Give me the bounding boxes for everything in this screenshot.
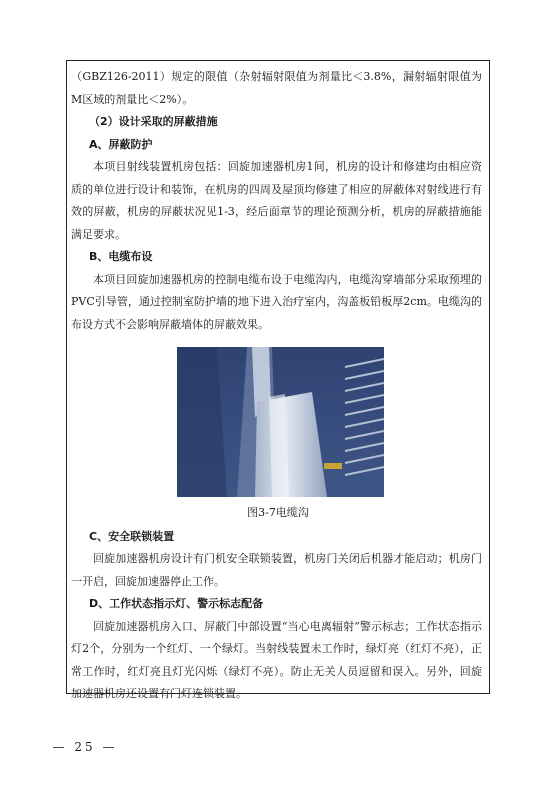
heading-indicator-lights: D、工作状态指示灯、警示标志配备 xyxy=(89,597,264,610)
figure xyxy=(67,347,489,497)
heading-shielding-measures: （2）设计采取的屏蔽措施 xyxy=(89,115,218,128)
paragraph-cable-layout: 本项目回旋加速器机房的控制电缆布设于电缆沟内，电缆沟穿墙部分采取预埋的PVC引导管，通过控制室防护墙的地下进入治疗室内，沟盖板铅板厚2cm。电缆沟的布设方式不会影响屏蔽墙体的屏蔽效果。 xyxy=(71,272,482,331)
text-body xyxy=(67,66,489,706)
page-number: — 25 — xyxy=(52,740,118,754)
content-frame xyxy=(66,60,490,700)
figure-caption: 图3-7电缆沟 xyxy=(247,506,309,519)
heading-shielding-protection: A、屏蔽防护 xyxy=(89,137,153,151)
heading-cable-layout: B、电缆布设 xyxy=(89,250,153,263)
paragraph-shielding-protection: 本项目射线装置机房包括：回旋加速器机房1间，机房的设计和修建均由相应资质的单位进行设计和装饰，在机房的四周及屋顶均修建了相应的屏蔽体对射线进行有效的屏蔽，机房的屏蔽状况见1-3，经后面章节的理论预测分析，机房的屏蔽措施能满足要求。 xyxy=(71,160,482,241)
paragraph-safety-interlock: 回旋加速器机房设计有门机安全联锁装置，机房门关闭后机器才能启动；机房门一开启，回旋加速器停止工作。 xyxy=(71,552,482,588)
paragraph-indicator-lights: 回旋加速器机房入口、屏蔽门中部设置“当心电离辐射”警示标志；工作状态指示灯2个，分别为一个红灯、一个绿灯。当射线装置未工作时，绿灯亮（红灯不亮），正常工作时，红灯亮且灯光闪烁（绿灯不亮）。防止无关人员逗留和误入。另外，回旋加速器机房还设置有门灯连锁装置。 xyxy=(71,619,482,700)
heading-safety-interlock: C、安全联锁装置 xyxy=(89,529,175,543)
cable-trench-photo xyxy=(177,347,384,497)
cable-trench-illustration xyxy=(177,347,384,497)
paragraph-limits: （GBZ126-2011）规定的限值（杂射辐射限值为剂量比＜3.8%，漏射辐射限值为M区域的剂量比＜2%）。 xyxy=(71,70,482,106)
